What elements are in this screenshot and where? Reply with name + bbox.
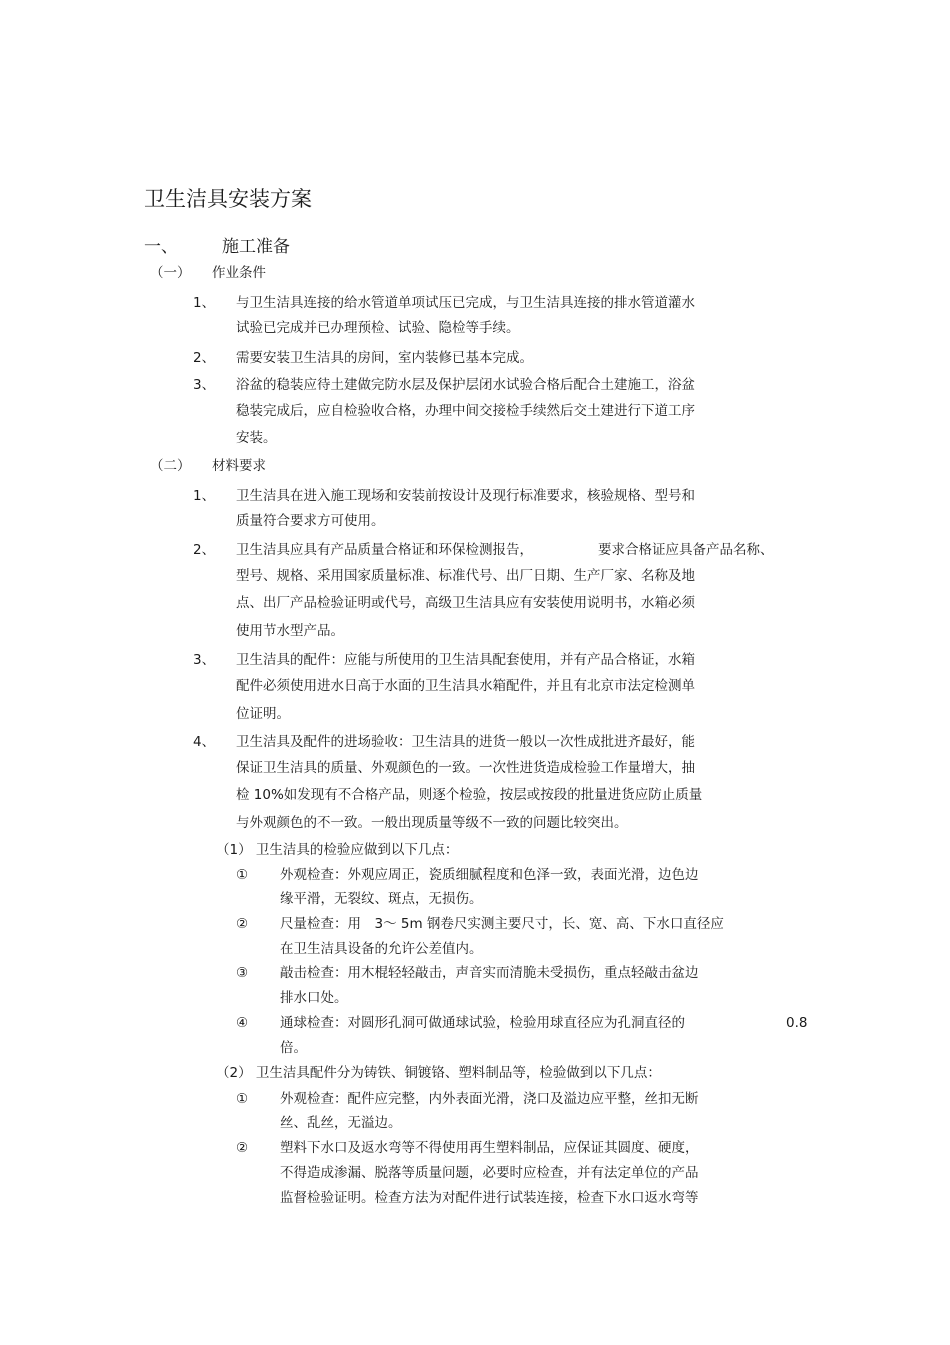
paragraph-line: 0.8 [786, 1015, 808, 1031]
paragraph-line: 倍。 [280, 1040, 307, 1056]
paragraph-line: 要求合格证应具备产品名称、 [598, 542, 774, 558]
paragraph-line: 安装。 [236, 430, 277, 446]
paragraph-line: 型号、规格、采用国家质量标准、标准代号、出厂日期、生产厂家、名称及地 [236, 568, 695, 584]
circled-number: ② [236, 1140, 249, 1156]
paragraph-line: 点、出厂产品检验证明或代号，高级卫生洁具应有安装使用说明书，水箱必须 [236, 595, 695, 611]
paragraph-line: 卫生洁具应具有产品质量合格证和环保检测报告， [236, 542, 533, 558]
item-number: 1、 [193, 488, 216, 504]
circled-number: ① [236, 1091, 249, 1107]
item-number: 4、 [193, 734, 216, 750]
paragraph-line: 尺量检查：用 3～ 5m 钢卷尺实测主要尺寸，长、宽、高、下水口直径应 [280, 916, 724, 932]
paragraph-line: 卫生洁具在进入施工现场和安装前按设计及现行标准要求，核验规格、型号和 [236, 488, 695, 504]
subsection-number: （二） [150, 458, 191, 474]
check-heading: （2） 卫生洁具配件分为铸铁、铜镀铬、塑料制品等，检验做到以下几点： [216, 1065, 661, 1081]
paragraph-line: 需要安装卫生洁具的房间，室内装修已基本完成。 [236, 350, 533, 366]
paragraph-line: 使用节水型产品。 [236, 623, 344, 639]
item-number: 1、 [193, 295, 216, 311]
paragraph-line: 不得造成渗漏、脱落等质量问题，必要时应检查，并有法定单位的产品 [280, 1165, 699, 1181]
subsection-heading: 材料要求 [212, 458, 266, 474]
circled-number: ① [236, 867, 249, 883]
paragraph-line: 与卫生洁具连接的给水管道单项试压已完成，与卫生洁具连接的排水管道灌水 [236, 295, 695, 311]
paragraph-line: 配件必须使用进水日高于水面的卫生洁具水箱配件，并且有北京市法定检测单 [236, 678, 695, 694]
check-heading: （1） 卫生洁具的检验应做到以下几点： [216, 842, 459, 858]
item-number: 3、 [193, 652, 216, 668]
paragraph-line: 塑料下水口及返水弯等不得使用再生塑料制品，应保证其圆度、硬度， [280, 1140, 699, 1156]
paragraph-line: 与外观颜色的不一致。一般出现质量等级不一致的问题比较突出。 [236, 815, 628, 831]
paragraph-line: 位证明。 [236, 706, 290, 722]
paragraph-line: 卫生洁具的配件：应能与所使用的卫生洁具配套使用，并有产品合格证，水箱 [236, 652, 695, 668]
paragraph-line: 外观检查：配件应完整，内外表面光滑，浇口及溢边应平整，丝扣无断 [280, 1091, 699, 1107]
paragraph-line: 在卫生洁具设备的允许公差值内。 [280, 941, 483, 957]
item-number: 3、 [193, 377, 216, 393]
subsection-number: （一） [150, 265, 191, 281]
section-heading: 施工准备 [222, 237, 290, 257]
circled-number: ③ [236, 965, 249, 981]
page-title: 卫生洁具安装方案 [144, 187, 312, 211]
paragraph-line: 检 10%如发现有不合格产品，则逐个检验，按层或按段的批量进货应防止质量 [236, 787, 703, 803]
item-number: 2、 [193, 542, 216, 558]
paragraph-line: 试验已完成并已办理预检、试验、隐检等手续。 [236, 320, 520, 336]
paragraph-line: 稳装完成后，应自检验收合格，办理中间交接检手续然后交土建进行下道工序 [236, 403, 695, 419]
paragraph-line: 保证卫生洁具的质量、外观颜色的一致。一次性进货造成检验工作量增大，抽 [236, 760, 695, 776]
circled-number: ④ [236, 1015, 249, 1031]
item-number: 2、 [193, 350, 216, 366]
section-number: 一、 [144, 237, 178, 257]
circled-number: ② [236, 916, 249, 932]
paragraph-line: 缘平滑，无裂纹、斑点，无损伤。 [280, 891, 483, 907]
subsection-heading: 作业条件 [212, 265, 266, 281]
paragraph-line: 排水口处。 [280, 990, 348, 1006]
paragraph-line: 浴盆的稳装应待土建做完防水层及保护层闭水试验合格后配合土建施工，浴盆 [236, 377, 695, 393]
paragraph-line: 通球检查：对圆形孔洞可做通球试验，检验用球直径应为孔洞直径的 [280, 1015, 685, 1031]
paragraph-line: 丝、乱丝，无溢边。 [280, 1115, 402, 1131]
paragraph-line: 敲击检查：用木棍轻轻敲击，声音实而清脆未受损伤，重点轻敲击盆边 [280, 965, 699, 981]
paragraph-line: 卫生洁具及配件的进场验收：卫生洁具的进货一般以一次性成批进齐最好，能 [236, 734, 695, 750]
paragraph-line: 监督检验证明。检查方法为对配件进行试装连接，检查下水口返水弯等 [280, 1190, 699, 1206]
paragraph-line: 质量符合要求方可使用。 [236, 513, 385, 529]
paragraph-line: 外观检查：外观应周正，瓷质细腻程度和色泽一致，表面光滑，边色边 [280, 867, 699, 883]
